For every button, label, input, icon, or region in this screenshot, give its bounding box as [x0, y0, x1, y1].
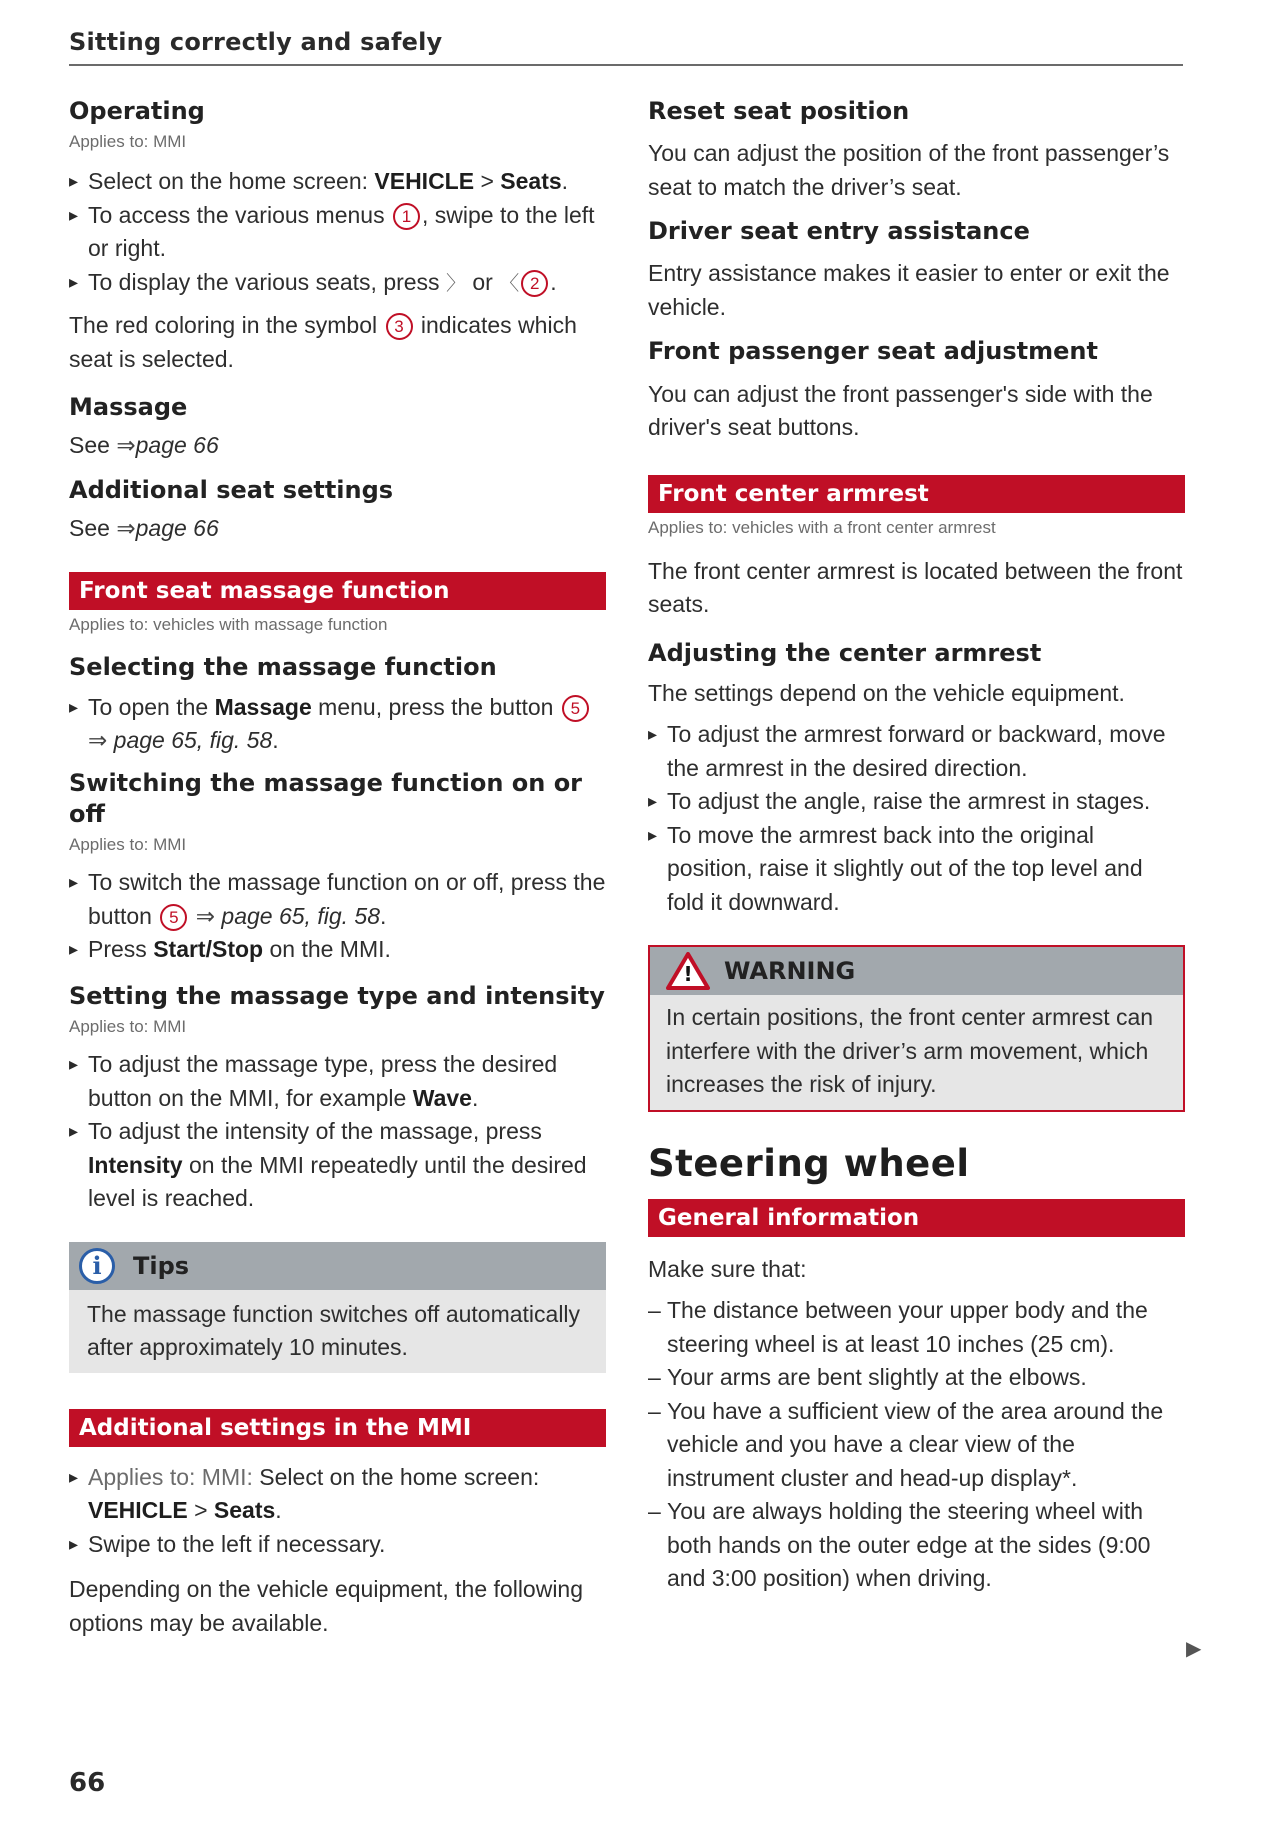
warning-box: [648, 945, 1185, 1112]
adjust-armrest-steps: [648, 718, 1185, 919]
massage-see: See ⇒page 66: [69, 432, 219, 459]
additional-page-link[interactable]: page 66: [135, 515, 219, 542]
warning-title: WARNING: [724, 957, 856, 986]
armrest-applies: Applies to: vehicles with a front center armrest: [648, 517, 996, 537]
arrow-right-icon: ⇒: [116, 432, 136, 459]
warning-body: In certain positions, the front center armrest can interfere with the driver’s arm movement, which increases the risk of injury.: [666, 1004, 1154, 1098]
general-info-list: [648, 1294, 1185, 1596]
general-info-item-1: – The distance between your upper body and the steering wheel is at least 10 inches (25 cm).: [648, 1294, 1185, 1361]
massage-page-link[interactable]: page 66: [135, 432, 219, 459]
arrow-right-icon: ⇒: [116, 515, 136, 542]
additional-title: Additional seat settings: [69, 475, 394, 504]
info-icon: i: [79, 1248, 115, 1284]
additional-mmi-step-1: ▸ Applies to: MMI: Select on the home screen: VEHICLE > Seats.: [69, 1461, 606, 1528]
general-info-item-2: – Your arms are bent slightly at the elbows.: [648, 1361, 1185, 1395]
adjust-armrest-intro: The settings depend on the vehicle equipment.: [648, 679, 1125, 706]
armrest-intro: The front center armrest is located between the front seats.: [648, 557, 1183, 618]
additional-see: See ⇒page 66: [69, 515, 219, 542]
adjust-armrest-step-2: ▸ To adjust the angle, raise the armrest in stages.: [648, 785, 1185, 819]
additional-mmi-bar: Additional settings in the MMI: [69, 1409, 606, 1447]
additional-mmi-note: Depending on the vehicle equipment, the following options may be available.: [69, 1576, 584, 1636]
operating-step-1: ▸ Select on the home screen: VEHICLE > Seats.: [69, 165, 606, 199]
general-info-bar: General information: [648, 1199, 1185, 1237]
entry-assist-title: Driver seat entry assistance: [648, 217, 1030, 246]
front-pass-body: You can adjust the front passenger's side with the driver's seat buttons.: [648, 380, 1153, 441]
switch-massage-steps: [69, 866, 606, 967]
massage-type-step-1: ▸ To adjust the massage type, press the desired button on the MMI, for example Wave.: [69, 1048, 606, 1115]
warning-triangle-icon: !: [666, 952, 710, 990]
operating-title: Operating: [69, 97, 205, 125]
fig-58-link[interactable]: page 65, fig. 58: [221, 902, 380, 929]
massage-type-applies: Applies to: MMI: [69, 1017, 187, 1037]
page-header: [69, 28, 1183, 66]
chevron-left-icon: 〈: [499, 272, 520, 295]
operating-note: The red coloring in the symbol 3 indicates which seat is selected.: [69, 312, 577, 372]
tips-header: [69, 1242, 606, 1290]
tips-box: [69, 1242, 606, 1373]
general-info-item-3: – You have a sufficient view of the area around the vehicle and you have a clear view of the instrument cluster and head-up display*.: [648, 1395, 1185, 1496]
warning-header: [650, 947, 1183, 995]
operating-step-3: ▸ To display the various seats, press 〉 or 〈 2 .: [69, 266, 606, 302]
armrest-bar: Front center armrest: [648, 475, 1185, 513]
adjust-armrest-step-1: ▸ To adjust the armrest forward or backward, move the armrest in the desired direction.: [648, 718, 1185, 785]
select-massage-title: Selecting the massage function: [69, 652, 497, 681]
massage-type-step-2: ▸ To adjust the intensity of the massage, press Intensity on the MMI repeatedly until the desired level is reached.: [69, 1115, 606, 1216]
massage-type-title: Setting the massage type and intensity: [69, 981, 605, 1010]
operating-steps: [69, 165, 606, 301]
front-pass-title: Front passenger seat adjustment: [648, 337, 1098, 366]
front-seat-massage-bar: Front seat massage function: [69, 572, 606, 610]
page-header-title: Sitting correctly and safely: [69, 28, 443, 56]
switch-massage-step-1: ▸ To switch the massage function on or off, press the button 5 ⇒ page 65, fig. 58.: [69, 866, 606, 933]
general-info-item-4: – You are always holding the steering wheel with both hands on the outer edge at the sides (9:00 and 3:00 position) when driving.: [648, 1495, 1185, 1596]
page-number: 66: [69, 1768, 106, 1798]
reset-seat-title: Reset seat position: [648, 97, 910, 125]
front-seat-massage-applies: Applies to: vehicles with massage function: [69, 614, 388, 634]
tips-title: Tips: [133, 1251, 190, 1280]
right-column: [648, 96, 1185, 1596]
callout-3-icon: 3: [386, 313, 413, 340]
select-massage-steps: [69, 691, 606, 758]
switch-massage-title: Switching the massage function on or off: [69, 768, 583, 829]
switch-massage-step-2: ▸ Press Start/Stop on the MMI.: [69, 933, 606, 967]
massage-title: Massage: [69, 393, 188, 422]
operating-applies: Applies to: MMI: [69, 132, 187, 152]
adjust-armrest-title: Adjusting the center armrest: [648, 638, 1042, 667]
reset-seat-body: You can adjust the position of the front passenger’s seat to match the driver’s seat.: [648, 140, 1170, 200]
chevron-right-icon: 〉: [445, 272, 466, 295]
adjust-armrest-step-3: ▸ To move the armrest back into the original position, raise it slightly out of the top level and fold it downward.: [648, 819, 1185, 920]
steering-wheel-title: Steering wheel: [648, 1141, 970, 1185]
entry-assist-body: Entry assistance makes it easier to enter or exit the vehicle.: [648, 260, 1170, 320]
callout-5-icon: 5: [160, 904, 187, 931]
tips-body: The massage function switches off automatically after approximately 10 minutes.: [87, 1300, 581, 1361]
operating-step-2: ▸ To access the various menus 1 , swipe to the left or right.: [69, 199, 606, 266]
massage-type-steps: [69, 1048, 606, 1216]
general-info-intro: Make sure that:: [648, 1255, 807, 1282]
additional-mmi-step-2: ▸ Swipe to the left if necessary.: [69, 1528, 606, 1562]
callout-1-icon: 1: [393, 203, 420, 230]
callout-5-icon: 5: [562, 695, 589, 722]
continue-arrow-icon: ▶: [1186, 1638, 1202, 1660]
switch-massage-applies: Applies to: MMI: [69, 835, 187, 855]
callout-2-icon: 2: [521, 270, 548, 297]
select-massage-step-1: ▸ To open the Massage menu, press the button 5 ⇒ page 65, fig. 58.: [69, 691, 606, 758]
fig-58-link[interactable]: page 65, fig. 58: [113, 727, 273, 754]
left-column: [69, 96, 606, 1640]
additional-mmi-steps: [69, 1461, 606, 1562]
